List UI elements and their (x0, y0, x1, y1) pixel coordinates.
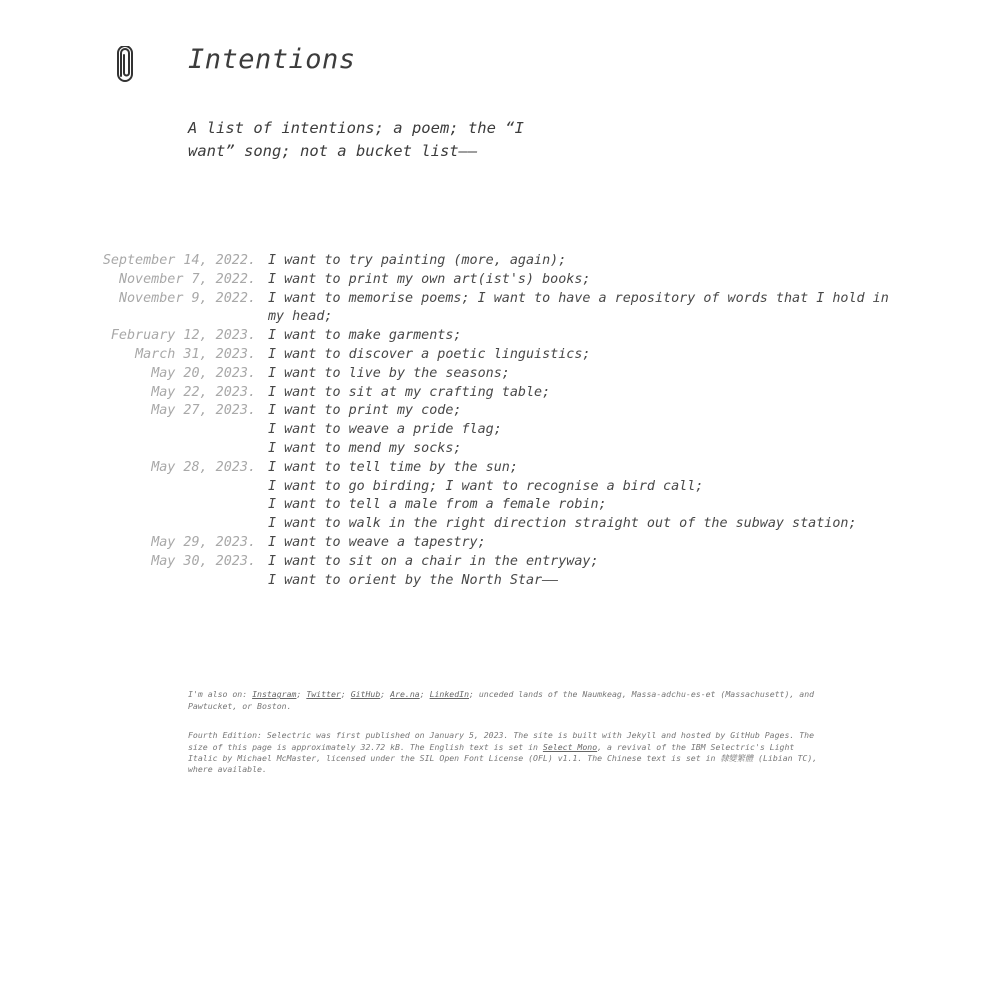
paperclip-icon[interactable] (112, 46, 138, 82)
entry-text: I want to discover a poetic linguistics; (268, 346, 591, 362)
entry-text: I want to sit on a chair in the entryway; (268, 553, 599, 569)
footer-prefix: I'm also on: (188, 689, 253, 700)
twitter-link[interactable]: Twitter (306, 689, 341, 700)
list-item (0, 515, 1000, 534)
link-separator: ; (340, 689, 351, 700)
intentions-list (0, 252, 1000, 590)
entry-text: I want to sit at my crafting table; (268, 384, 551, 400)
list-item (0, 346, 1000, 365)
page-title: Intentions (188, 44, 356, 75)
list-item (0, 290, 1000, 328)
entry-date: November 7, 2022. (118, 271, 256, 287)
entry-date: March 31, 2023. (135, 346, 256, 362)
entry-date: May 20, 2023. (151, 365, 256, 381)
entry-date: November 9, 2022. (118, 290, 256, 306)
list-item (0, 252, 1000, 271)
footer-suffix: ; unceded lands of the Naumkeag, Massa-adchu-es-et (Massachusett), and Pawtucket, or Boston. (188, 689, 815, 711)
list-item (0, 271, 1000, 290)
entry-date: May 22, 2023. (151, 384, 256, 400)
entry-text: I want to print my code; (268, 403, 462, 419)
list-item (0, 459, 1000, 478)
list-item (0, 572, 1000, 591)
entry-date (0, 440, 256, 459)
entry-text: I want to memorise poems; I want to have a repository of words that I hold in my head; (268, 290, 889, 325)
entry-text: I want to weave a tapestry; (268, 534, 486, 550)
entry-date: February 12, 2023. (110, 328, 256, 344)
list-item (0, 365, 1000, 384)
list-item (0, 553, 1000, 572)
entry-date: May 27, 2023. (151, 403, 256, 419)
entry-text: I want to tell time by the sun; (268, 459, 518, 475)
entry-date: May 28, 2023. (151, 459, 256, 475)
list-item (0, 534, 1000, 553)
entry-text: I want to try painting (more, again); (268, 253, 567, 268)
entry-date (0, 421, 256, 440)
entry-date: September 14, 2022. (102, 253, 256, 268)
list-item (0, 421, 1000, 440)
entry-date (0, 478, 256, 497)
github-link[interactable]: GitHub (350, 689, 381, 700)
entry-text: I want to tell a male from a female robin; (268, 497, 607, 513)
entry-date (0, 572, 256, 591)
entry-date: May 30, 2023. (151, 553, 256, 569)
colophon-text: , a revival of the IBM Selectric's Light Italic by Michael McMaster, licensed under the SIL Open Font License (OFL) v1.1. The Chinese text is set in 隸變繁體 (Libian TC), where available. (188, 741, 818, 775)
list-item (0, 478, 1000, 497)
entry-text: I want to make garments; (268, 328, 462, 344)
footer-colophon (188, 730, 818, 776)
entry-date: May 29, 2023. (151, 534, 256, 550)
link-separator: ; (419, 689, 430, 700)
instagram-link[interactable]: Instagram (252, 689, 297, 700)
entry-date (0, 515, 256, 534)
entry-date (0, 496, 256, 515)
entry-text: I want to weave a pride flag; (268, 422, 502, 438)
link-separator: ; (296, 689, 307, 700)
linkedin-link[interactable]: LinkedIn (429, 689, 470, 700)
entry-text: I want to print my own art(ist's) books; (268, 271, 591, 287)
footer-social (188, 689, 818, 712)
page-subtitle: A list of intentions; a poem; the “I want” song; not a bucket list—— (188, 119, 524, 160)
entry-text: I want to go birding; I want to recognise a bird call; (268, 478, 704, 494)
link-separator: ; (380, 689, 391, 700)
arena-link[interactable]: Are.na (390, 689, 420, 700)
list-item (0, 327, 1000, 346)
colophon-text: Fourth Edition: Selectric was first published on January 5, 2023. The site is built with Jekyll and hosted by GitHub Pages. The size of this page is approximately 32.72 kB. The English text is set in (188, 730, 815, 752)
entry-text: I want to live by the seasons; (268, 365, 510, 381)
list-item (0, 440, 1000, 459)
font-link[interactable]: Select Mono (542, 741, 598, 752)
entry-text: I want to walk in the right direction straight out of the subway station; (268, 516, 857, 532)
entry-text: I want to mend my socks; (268, 440, 462, 456)
list-item (0, 496, 1000, 515)
list-item (0, 402, 1000, 421)
entry-text: I want to orient by the North Star—— (268, 572, 559, 588)
list-item (0, 384, 1000, 403)
